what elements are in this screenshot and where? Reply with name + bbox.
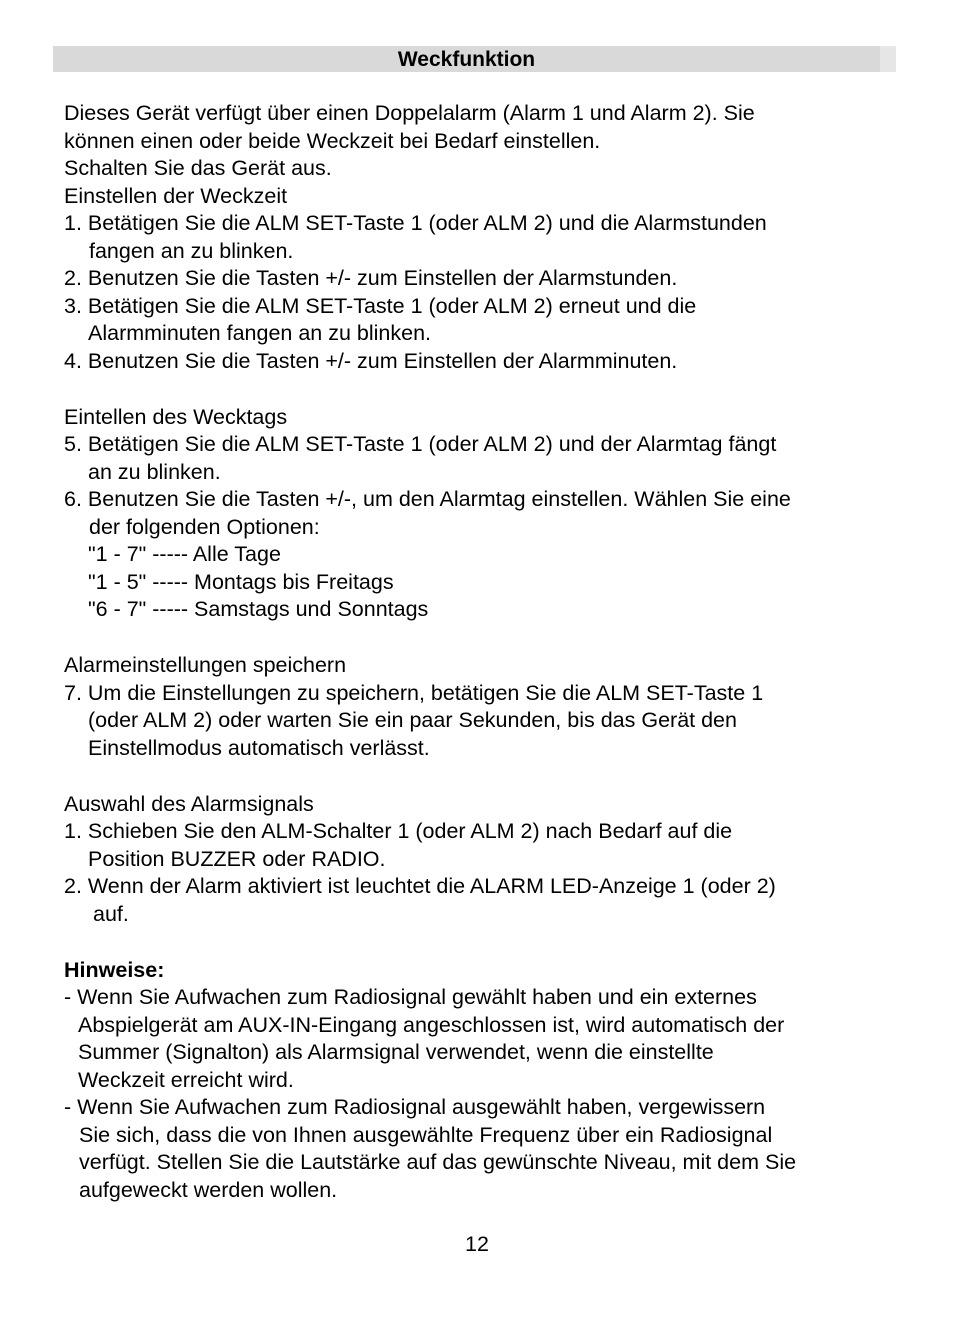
wecktag-option-2: "1 - 5" ----- Montags bis Freitags — [88, 569, 394, 594]
weckzeit-step-3-cont: Alarmminuten fangen an zu blinken. — [88, 321, 432, 345]
page-number: 12 — [465, 1232, 489, 1256]
hinweise-note-1-cont-2: Summer (Signalton) als Alarmsignal verwendet, wenn die einstellte — [78, 1040, 714, 1064]
hinweise-note-1-cont-3: Weckzeit erreicht wird. — [78, 1067, 294, 1092]
wecktag-step-5-cont: an zu blinken. — [88, 459, 221, 484]
wecktag-step-6: 6. Benutzen Sie die Tasten +/-, um den Alarmtag einstellen. Wählen Sie eine — [64, 487, 791, 511]
hinweise-note-2: - Wenn Sie Aufwachen zum Radiosignal ausgewählt haben, vergewissern — [64, 1095, 766, 1119]
intro-line-1: Dieses Gerät verfügt über einen Doppelalarm (Alarm 1 und Alarm 2). Sie — [64, 101, 755, 125]
section-header-bar — [53, 46, 896, 72]
speichern-step-7-cont-2: Einstellmodus automatisch verlässt. — [88, 735, 430, 760]
signal-step-1: 1. Schieben Sie den ALM-Schalter 1 (oder ALM 2) nach Bedarf auf die — [64, 819, 733, 843]
intro-line-2: können einen oder beide Weckzeit bei Bedarf einstellen. — [64, 128, 601, 153]
hinweise-heading: Hinweise: — [64, 957, 165, 982]
document-body — [64, 100, 904, 1204]
wecktag-step-6-cont: der folgenden Optionen: — [89, 514, 320, 539]
wecktag-option-1: "1 - 7" ----- Alle Tage — [88, 542, 281, 566]
wecktag-step-5: 5. Betätigen Sie die ALM SET-Taste 1 (oder ALM 2) und der Alarmtag fängt — [64, 432, 777, 456]
spacer — [64, 375, 904, 404]
hinweise-note-2-cont-3: aufgeweckt werden wollen. — [79, 1177, 338, 1202]
hinweise-note-2-cont-2: verfügt. Stellen Sie die Lautstärke auf das gewünschte Niveau, mit dem Sie — [79, 1150, 797, 1174]
intro-line-3: Schalten Sie das Gerät aus. — [64, 156, 332, 180]
weckzeit-step-3: 3. Betätigen Sie die ALM SET-Taste 1 (oder ALM 2) erneut und die — [64, 293, 697, 318]
weckzeit-step-1: 1. Betätigen Sie die ALM SET-Taste 1 (oder ALM 2) und die Alarmstunden — [64, 211, 767, 235]
spacer — [64, 624, 904, 653]
spacer — [64, 928, 904, 957]
hinweise-note-1: - Wenn Sie Aufwachen zum Radiosignal gewählt haben und ein externes — [64, 985, 757, 1009]
speichern-step-7-cont-1: (oder ALM 2) oder warten Sie ein paar Sekunden, bis das Gerät den — [88, 708, 737, 732]
signal-heading: Auswahl des Alarmsignals — [64, 791, 314, 816]
section-title: Weckfunktion — [397, 48, 536, 71]
weckzeit-step-1-cont: fangen an zu blinken. — [89, 238, 294, 263]
speichern-heading: Alarmeinstellungen speichern — [64, 653, 347, 677]
signal-step-2-cont: auf. — [93, 901, 129, 926]
weckzeit-heading: Einstellen der Weckzeit — [64, 183, 288, 208]
weckzeit-step-4: 4. Benutzen Sie die Tasten +/- zum Einstellen der Alarmminuten. — [64, 348, 678, 373]
signal-step-2: 2. Wenn der Alarm aktiviert ist leuchtet die ALARM LED-Anzeige 1 (oder 2) — [64, 874, 776, 898]
weckzeit-step-2: 2. Benutzen Sie die Tasten +/- zum Einstellen der Alarmstunden. — [64, 266, 678, 290]
wecktag-heading: Eintellen des Wecktags — [64, 404, 288, 429]
hinweise-note-2-cont-1: Sie sich, dass die von Ihnen ausgewählte Frequenz über ein Radiosignal — [79, 1122, 773, 1147]
spacer — [64, 762, 904, 791]
speichern-step-7: 7. Um die Einstellungen zu speichern, betätigen Sie die ALM SET-Taste 1 — [64, 680, 764, 705]
signal-step-1-cont: Position BUZZER oder RADIO. — [88, 846, 386, 871]
hinweise-note-1-cont-1: Abspielgerät am AUX-IN-Eingang angeschlossen ist, wird automatisch der — [78, 1012, 785, 1037]
wecktag-option-3: "6 - 7" ----- Samstags und Sonntags — [88, 597, 429, 621]
